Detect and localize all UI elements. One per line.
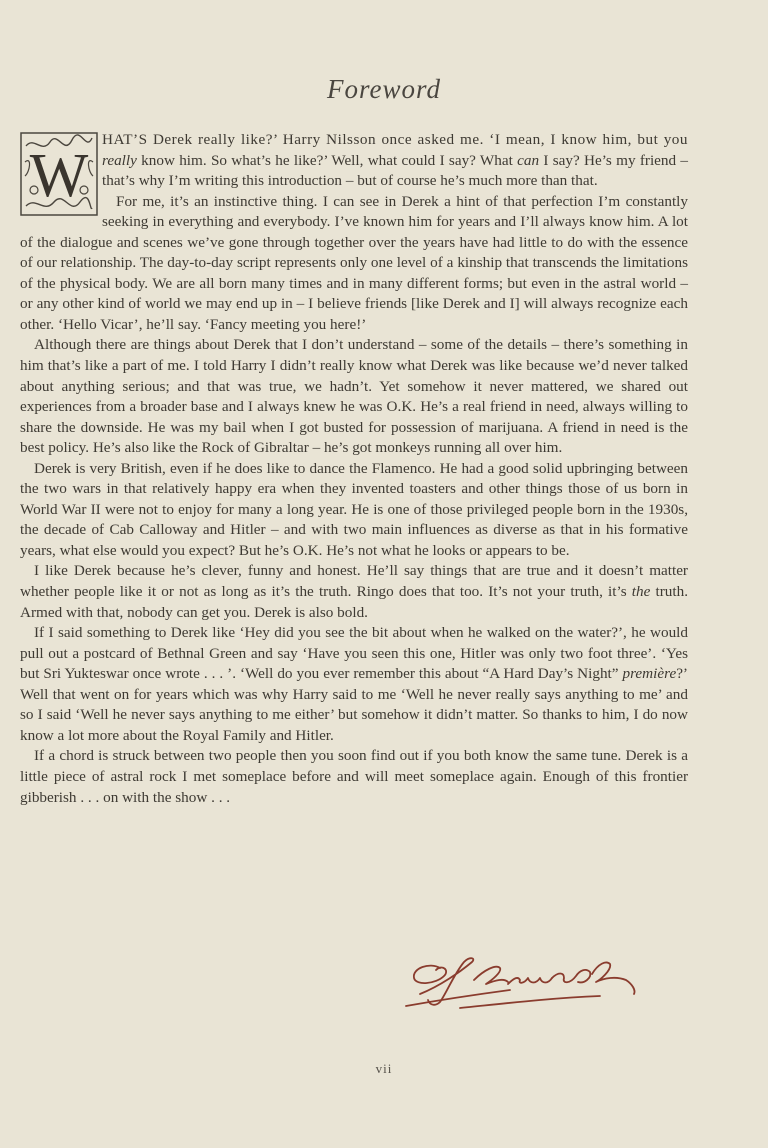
ornamental-initial-icon	[20, 132, 98, 216]
paragraph-3: Although there are things about Derek that I don’t understand – some of the details – there’s something in him that’s like a part of me. I told Harry I didn’t really know what Derek was like because we’d never talked about anything serious; and that was true, we hadn’t. Yet somehow it never mattered, we shared out experiences from a broader base and I always knew he was O.K. He’s a real friend in need, always willing to share the downside. He was my bail when I got busted for possession of marijuana. A friend in need is the best policy. He’s also like the Rock of Gibraltar – he’s got monkeys running all over him.	[20, 336, 688, 457]
signature	[400, 950, 640, 1012]
foreword-body	[20, 130, 688, 808]
paragraph-1: W HAT’S Derek really like?’ Harry Nilsson once asked me. ‘I mean, I know him, but you really know him. So what’s he like?’ Well, what could I say? What can I say? He’s my friend – that’s why I’m writing this introduction – but of course he’s much more than that.	[20, 130, 688, 192]
decorated-drop-cap	[20, 132, 98, 216]
paragraph-4: Derek is very British, even if he does like to dance the Flamenco. He had a good solid upbringing between the two wars in that relatively happy era when they invented toasters and other things those of us born in World War II were not to enjoy for many a long year. He is one of those privileged people born in the 1930s, the decade of Cab Calloway and Hitler – and with two main influences as diverse as that in his formative years, what else would you expect? But he’s O.K. He’s not what he looks or appears to be.	[20, 459, 688, 559]
paragraph-7: If a chord is struck between two people then you soon find out if you both know the same tune. Derek is a little piece of astral rock I met someplace before and will meet someplace again. Enough of this frontier gibberish . . . on with the show . . .	[20, 747, 688, 806]
page-number: vii	[375, 1061, 393, 1076]
paragraph-6: If I said something to Derek like ‘Hey did you see the bit about when he walked on the water?’, he would pull out a postcard of Bethnal Green and say ‘Have you seen this one, Hitler was only two foot three’. ‘Yes but Sri Yukteswar once wrote . . . ’. ‘Well do you ever remember this about “A Hard Day’s Night” première?’ Well that went on for years which was why Harry said to me ‘Well he never really says anything to me’ and so I said ‘Well he never says anything to me either’ but somehow it didn’t matter. So thanks to him, I do now know a lot more about the Royal Family and Hitler.	[20, 624, 688, 744]
page-title: Foreword	[327, 74, 441, 104]
paragraph-2: For me, it’s an instinctive thing. I can see in Derek a hint of that perfection I’m constantly seeking in everything and everybody. I’ve known him for years and I’ll always know him. A lot of the dialogue and scenes we’ve gone through together over the years have had little to do with the essence of our relationship. The day-to-day script represents only one level of a kinship that transcends the limitations of the physical body. We are all born many times and in many different forms; but even in the astral world – or any other kind of world we may end up in – I believe friends [like Derek and I] will always recognize each other. ‘Hello Vicar’, he’ll say. ‘Fancy meeting you here!’	[20, 192, 688, 333]
svg-text:W: W	[29, 142, 89, 210]
handwritten-signature-icon	[400, 950, 640, 1012]
paragraph-5: I like Derek because he’s clever, funny and honest. He’ll say things that are true and it doesn’t matter whether people like it or not as long as it’s the truth. Ringo does that too. It’s not your truth, it’s the truth. Armed with that, nobody can get you. Derek is also bold.	[20, 562, 688, 621]
